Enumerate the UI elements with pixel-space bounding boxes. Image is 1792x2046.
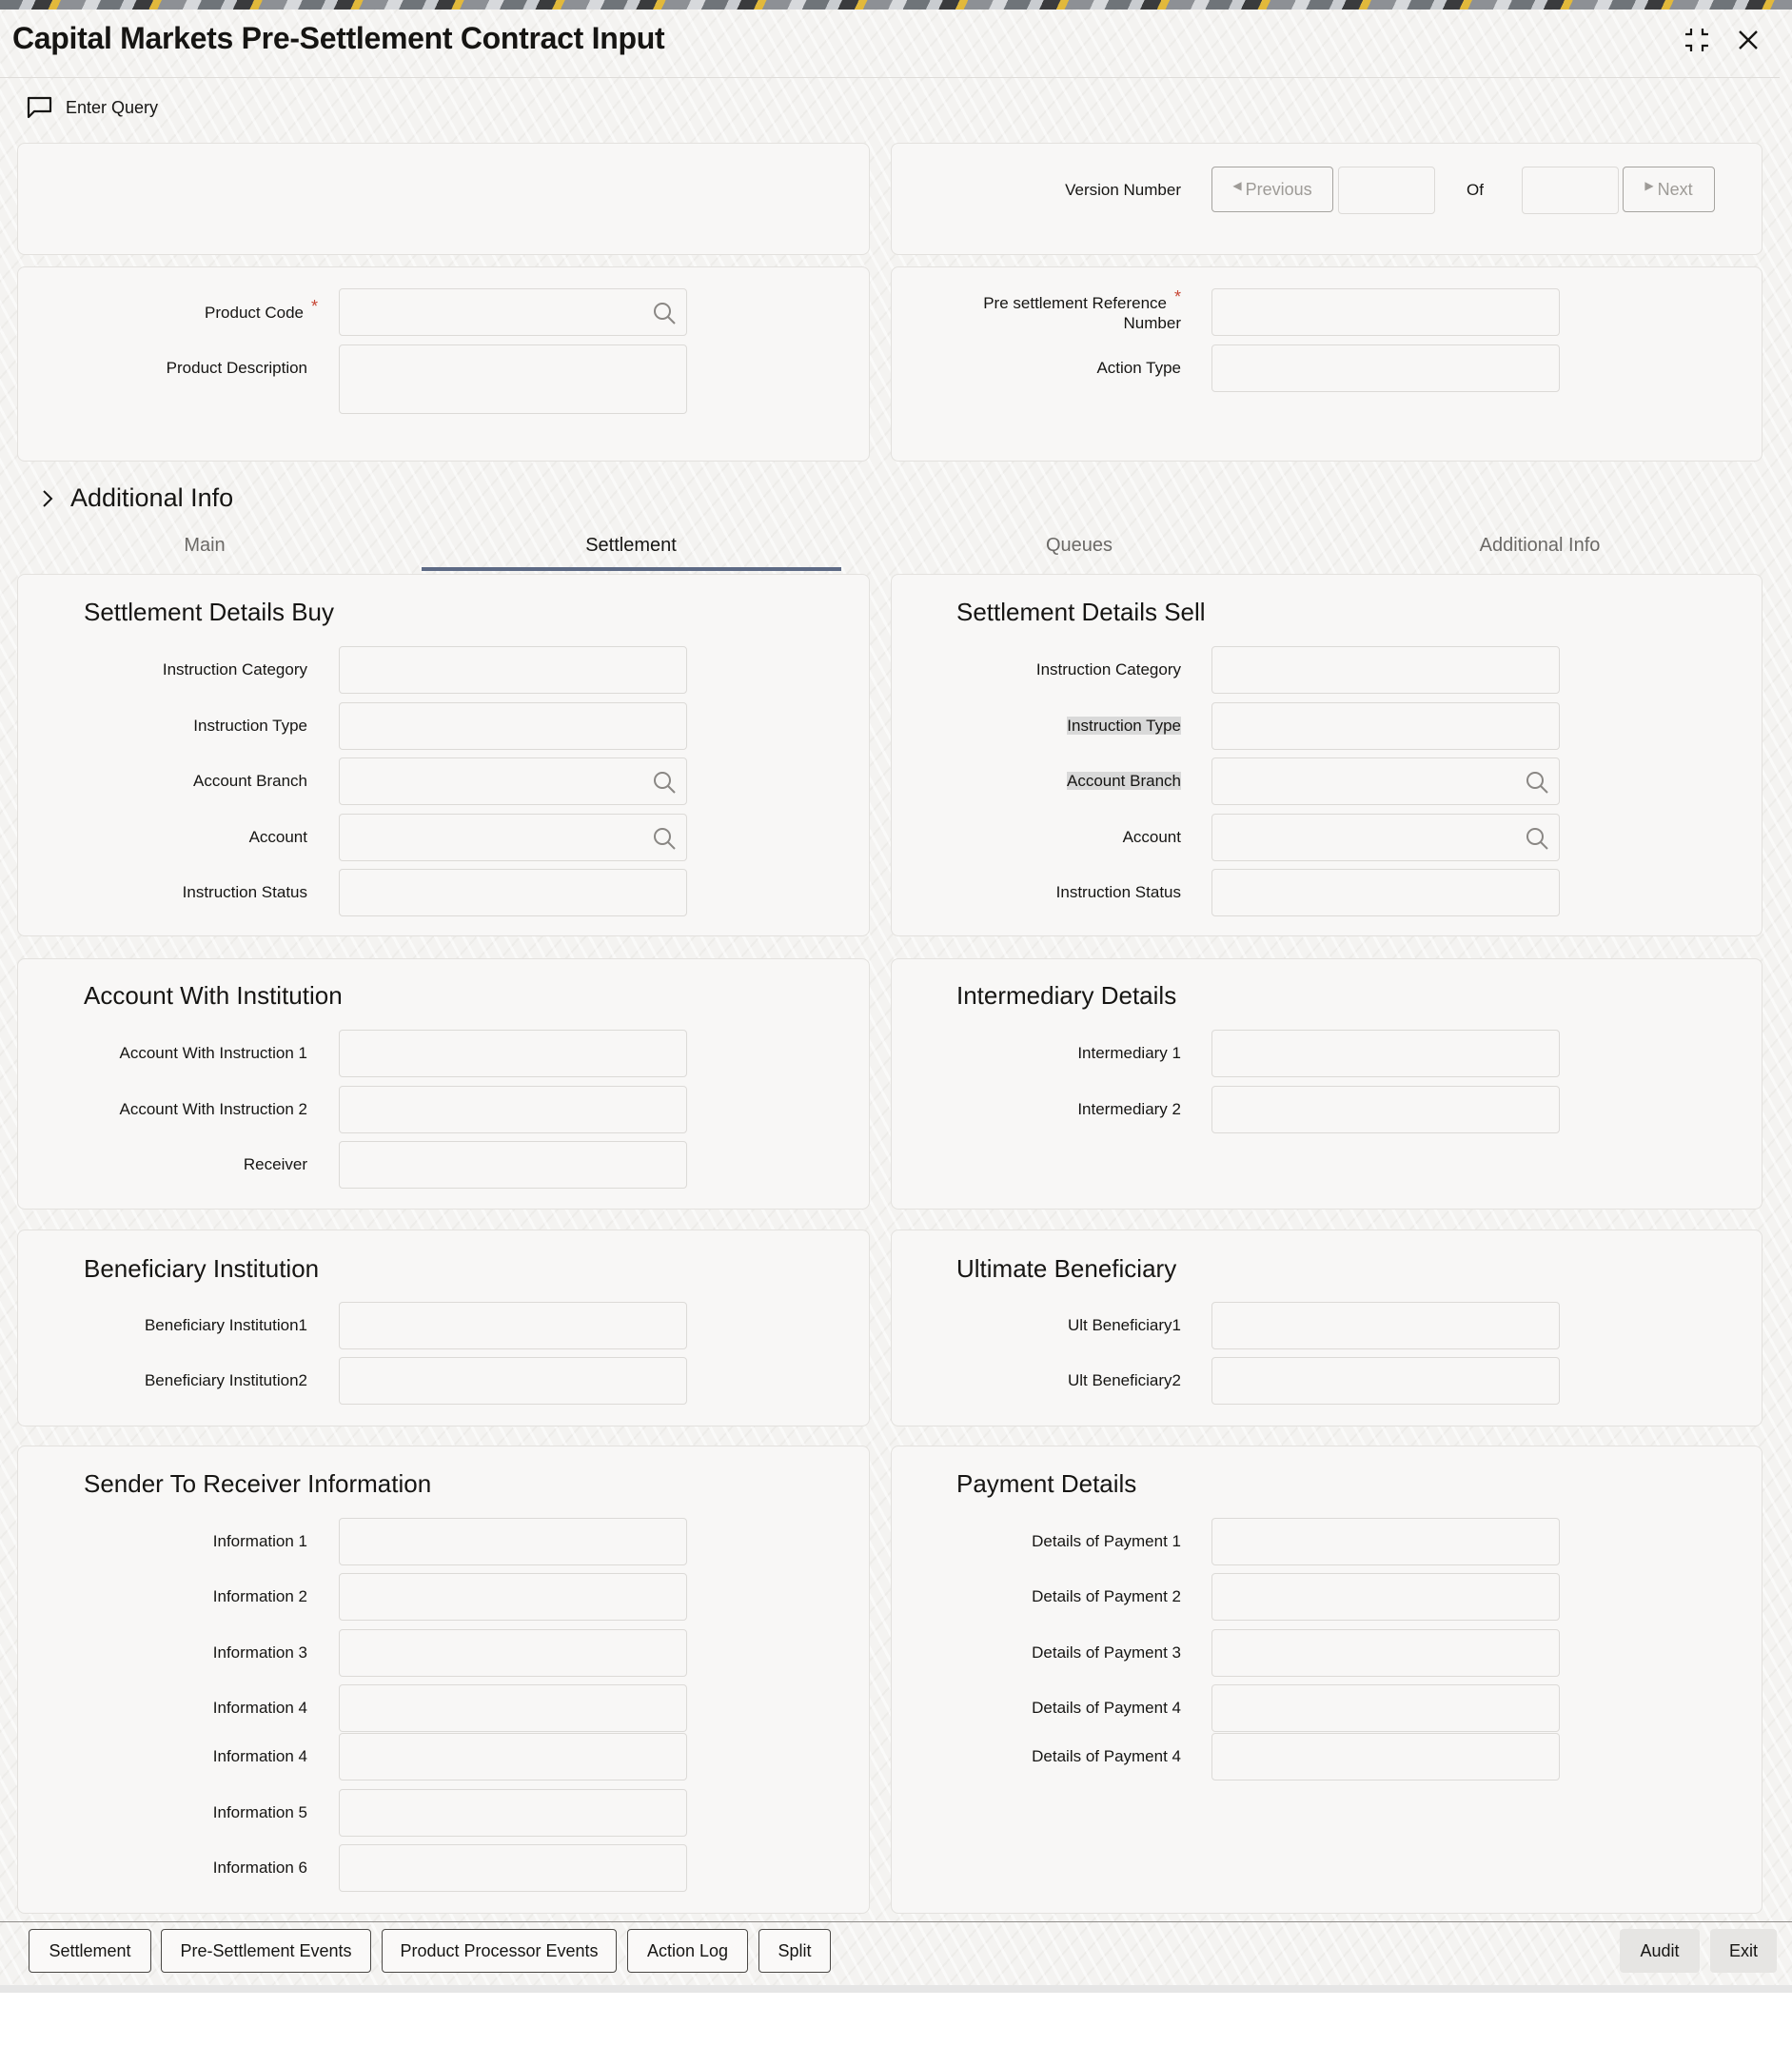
details-of-payment-2-input[interactable] bbox=[1211, 1573, 1560, 1621]
collapse-button[interactable] bbox=[1682, 25, 1712, 55]
field-label: Instruction Status bbox=[1055, 883, 1181, 901]
section-title: Payment Details bbox=[956, 1469, 1137, 1498]
field-label: Details of Payment 3 bbox=[1032, 1643, 1181, 1662]
field-label: Intermediary 1 bbox=[1077, 1044, 1181, 1062]
field-label: Instruction Status bbox=[182, 883, 307, 901]
search-icon[interactable] bbox=[1525, 770, 1549, 795]
section-title: Beneficiary Institution bbox=[84, 1254, 320, 1283]
active-tab-indicator bbox=[422, 567, 841, 571]
field-label: Details of Payment 4 bbox=[1032, 1699, 1181, 1717]
account-buy-input[interactable] bbox=[339, 814, 687, 861]
intermediary-panel bbox=[891, 958, 1762, 1210]
field-label: Account Branch bbox=[192, 772, 307, 790]
exit-button[interactable]: Exit bbox=[1710, 1929, 1777, 1973]
version-panel bbox=[891, 143, 1762, 255]
information-2-input[interactable] bbox=[339, 1573, 687, 1621]
field-label: Ult Beneficiary1 bbox=[1067, 1316, 1181, 1334]
collapse-icon bbox=[1683, 26, 1711, 54]
field-label: Beneficiary Institution1 bbox=[144, 1316, 307, 1334]
enter-query-label: Enter Query bbox=[66, 97, 159, 117]
field-label: Account bbox=[248, 828, 307, 846]
field-label: Information 5 bbox=[212, 1803, 307, 1821]
information-4-input[interactable] bbox=[339, 1684, 687, 1732]
ultimate-beneficiary-panel bbox=[891, 1230, 1762, 1426]
of-label: Of bbox=[1467, 181, 1484, 199]
product-code-label: Product Code * bbox=[205, 297, 318, 322]
field-label: Information 4 bbox=[212, 1699, 307, 1717]
account-with-instruction-2-input[interactable] bbox=[339, 1086, 687, 1133]
details-of-payment-1-input[interactable] bbox=[1211, 1518, 1560, 1565]
search-icon[interactable] bbox=[652, 770, 677, 795]
details-of-payment-4-input[interactable] bbox=[1211, 1684, 1560, 1732]
field-label: Beneficiary Institution2 bbox=[144, 1371, 307, 1389]
product-processor-events-button[interactable]: Product Processor Events bbox=[382, 1929, 617, 1973]
search-icon[interactable] bbox=[652, 301, 677, 325]
field-label: Instruction Category bbox=[162, 660, 307, 679]
field-label: Instruction Type bbox=[193, 717, 307, 735]
search-icon[interactable] bbox=[1525, 826, 1549, 851]
field-label: Instruction Category bbox=[1035, 660, 1181, 679]
information-4b-input[interactable] bbox=[339, 1733, 687, 1780]
instruction-category-buy-input[interactable] bbox=[339, 646, 687, 694]
header-divider bbox=[0, 77, 1780, 78]
search-icon[interactable] bbox=[652, 826, 677, 851]
product-description-input[interactable] bbox=[339, 344, 687, 414]
product-code-input[interactable] bbox=[339, 288, 687, 336]
action-type-input[interactable] bbox=[1211, 344, 1560, 392]
settlement-button[interactable]: Settlement bbox=[29, 1929, 151, 1973]
footer-divider bbox=[0, 1921, 1792, 1922]
section-title: Ultimate Beneficiary bbox=[956, 1254, 1177, 1283]
tab-main[interactable]: Main bbox=[184, 535, 226, 556]
details-of-payment-4b-input[interactable] bbox=[1211, 1733, 1560, 1780]
instruction-type-buy-input[interactable] bbox=[339, 702, 687, 750]
bottom-strip bbox=[0, 1985, 1792, 1993]
instruction-status-sell-input[interactable] bbox=[1211, 869, 1560, 916]
payment-details-panel bbox=[891, 1446, 1762, 1914]
action-type-label: Action Type bbox=[1096, 359, 1181, 377]
ult-beneficiary-2-input[interactable] bbox=[1211, 1357, 1560, 1405]
account-branch-buy-input[interactable] bbox=[339, 757, 687, 805]
details-of-payment-3-input[interactable] bbox=[1211, 1629, 1560, 1677]
field-label: Information 1 bbox=[212, 1532, 307, 1550]
next-button[interactable] bbox=[1623, 167, 1715, 212]
pre-settlement-ref-label: Pre settlement Reference * Number bbox=[983, 287, 1181, 332]
information-1-input[interactable] bbox=[339, 1518, 687, 1565]
field-label: Information 4 bbox=[212, 1747, 307, 1765]
product-panel bbox=[17, 266, 870, 462]
field-label: Details of Payment 1 bbox=[1032, 1532, 1181, 1550]
required-marker: * bbox=[1173, 287, 1181, 306]
field-label: Details of Payment 4 bbox=[1032, 1747, 1181, 1765]
account-branch-sell-input[interactable] bbox=[1211, 757, 1560, 805]
section-title: Settlement Details Sell bbox=[956, 598, 1206, 626]
reference-panel bbox=[891, 266, 1762, 462]
field-label: Account With Instruction 2 bbox=[119, 1100, 307, 1118]
audit-button[interactable]: Audit bbox=[1620, 1929, 1700, 1973]
version-total-field[interactable] bbox=[1522, 167, 1619, 214]
version-current-field[interactable] bbox=[1338, 167, 1435, 214]
top-left-panel bbox=[17, 143, 870, 255]
instruction-category-sell-input[interactable] bbox=[1211, 646, 1560, 694]
field-label: Receiver bbox=[243, 1155, 307, 1173]
chevron-right-icon bbox=[42, 489, 53, 508]
pre-settlement-ref-input[interactable] bbox=[1211, 288, 1560, 336]
action-log-button[interactable]: Action Log bbox=[627, 1929, 748, 1973]
decorative-banner bbox=[0, 0, 1792, 10]
enter-query-button[interactable] bbox=[27, 96, 158, 119]
section-title: Settlement Details Buy bbox=[84, 598, 335, 626]
information-3-input[interactable] bbox=[339, 1629, 687, 1677]
instruction-type-sell-input[interactable] bbox=[1211, 702, 1560, 750]
version-number-label: Version Number bbox=[1065, 181, 1181, 199]
pre-settlement-events-button[interactable]: Pre-Settlement Events bbox=[161, 1929, 371, 1973]
field-label: Account bbox=[1122, 828, 1181, 846]
window-title: Capital Markets Pre-Settlement Contract Input bbox=[12, 21, 665, 55]
receiver-input[interactable] bbox=[339, 1141, 687, 1189]
field-label: Account With Instruction 1 bbox=[119, 1044, 307, 1062]
beneficiary-institution-panel bbox=[17, 1230, 870, 1426]
product-description-label: Product Description bbox=[166, 359, 307, 377]
previous-button[interactable] bbox=[1211, 167, 1333, 212]
field-label: Information 2 bbox=[212, 1587, 307, 1605]
beneficiary-institution-2-input[interactable] bbox=[339, 1357, 687, 1405]
field-label: Ult Beneficiary2 bbox=[1067, 1371, 1181, 1389]
required-marker: * bbox=[310, 297, 318, 316]
intermediary-1-input[interactable] bbox=[1211, 1030, 1560, 1077]
section-title: Sender To Receiver Information bbox=[84, 1469, 432, 1498]
previous-label: Previous bbox=[1245, 179, 1312, 199]
ult-beneficiary-1-input[interactable] bbox=[1211, 1302, 1560, 1349]
tab-additional-info[interactable]: Additional Info bbox=[1479, 535, 1601, 556]
tab-queues[interactable]: Queues bbox=[1045, 535, 1113, 556]
close-button[interactable] bbox=[1733, 25, 1763, 55]
field-label-highlighted: Account Branch bbox=[1066, 772, 1181, 790]
beneficiary-institution-1-input[interactable] bbox=[339, 1302, 687, 1349]
caret-left-icon: ◀ bbox=[1232, 179, 1242, 192]
field-label: Information 3 bbox=[212, 1643, 307, 1662]
comment-icon bbox=[27, 96, 52, 119]
field-label: Intermediary 2 bbox=[1077, 1100, 1181, 1118]
account-with-instruction-1-input[interactable] bbox=[339, 1030, 687, 1077]
split-button[interactable]: Split bbox=[758, 1929, 831, 1973]
tab-settlement[interactable]: Settlement bbox=[585, 535, 677, 556]
intermediary-2-input[interactable] bbox=[1211, 1086, 1560, 1133]
section-title: Account With Institution bbox=[84, 981, 343, 1010]
additional-info-label: Additional Info bbox=[70, 483, 234, 512]
field-label-highlighted: Instruction Type bbox=[1067, 717, 1181, 735]
field-label: Information 6 bbox=[212, 1859, 307, 1877]
field-label: Details of Payment 2 bbox=[1032, 1587, 1181, 1605]
information-6-input[interactable] bbox=[339, 1844, 687, 1892]
section-title: Intermediary Details bbox=[956, 981, 1177, 1010]
additional-info-toggle[interactable] bbox=[42, 483, 233, 513]
sender-to-receiver-panel bbox=[17, 1446, 870, 1914]
next-label: Next bbox=[1657, 179, 1693, 199]
settlement-buy-panel bbox=[17, 574, 870, 936]
account-with-institution-panel bbox=[17, 958, 870, 1210]
account-sell-input[interactable] bbox=[1211, 814, 1560, 861]
caret-right-icon: ▶ bbox=[1644, 179, 1654, 192]
information-5-input[interactable] bbox=[339, 1789, 687, 1837]
window-controls bbox=[1682, 25, 1763, 55]
instruction-status-buy-input[interactable] bbox=[339, 869, 687, 916]
close-icon bbox=[1738, 30, 1759, 50]
settlement-sell-panel bbox=[891, 574, 1762, 936]
